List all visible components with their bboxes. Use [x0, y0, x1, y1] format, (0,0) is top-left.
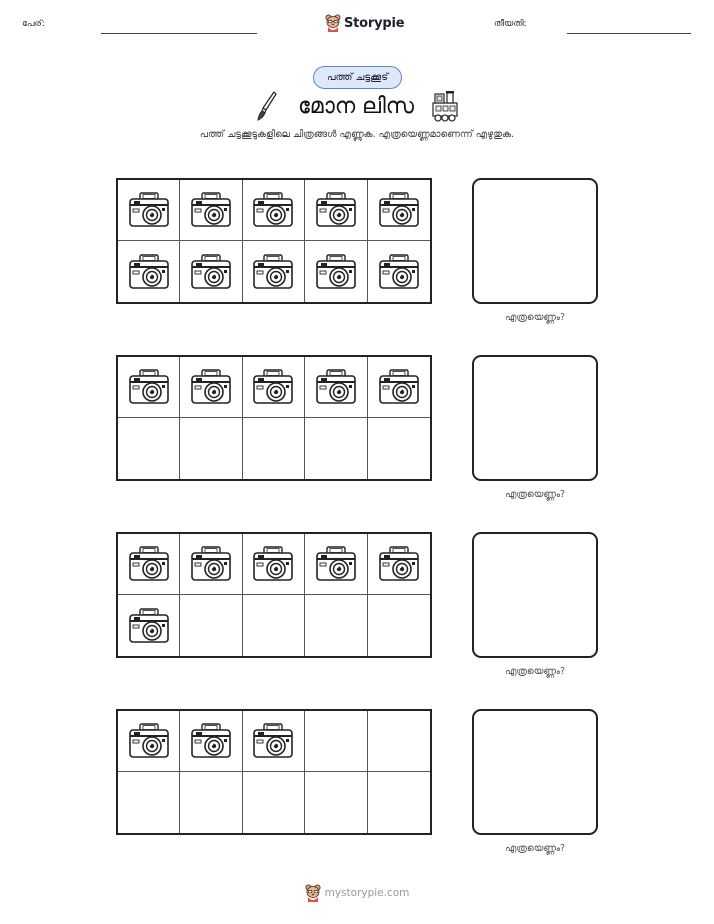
camera-icon	[314, 252, 358, 292]
answer-box-2[interactable]	[472, 355, 598, 481]
camera-icon	[189, 190, 233, 230]
frame-cell	[180, 534, 242, 595]
frame-cell	[180, 357, 242, 418]
frame-cell	[368, 772, 430, 833]
title-row	[0, 90, 714, 126]
camera-icon	[377, 544, 421, 584]
frame-cell	[243, 418, 305, 479]
frame-cell	[243, 711, 305, 772]
frame-cell	[243, 180, 305, 241]
camera-icon	[377, 252, 421, 292]
footer-url[interactable]: mystorypie.com	[324, 887, 410, 899]
page-title: മോന ലിസ	[298, 94, 414, 119]
frame-cell	[305, 772, 367, 833]
camera-icon	[189, 252, 233, 292]
camera-icon	[251, 252, 295, 292]
camera-icon	[127, 252, 171, 292]
frame-cell	[368, 534, 430, 595]
camera-icon	[251, 721, 295, 761]
camera-icon	[127, 367, 171, 407]
question-label-2: എത്രയെണ്ണം?	[504, 489, 566, 500]
toy-train-icon	[430, 90, 460, 122]
frame-cell	[243, 595, 305, 656]
answer-box-1[interactable]	[472, 178, 598, 304]
frame-cell	[118, 418, 180, 479]
frame-cell	[118, 534, 180, 595]
date-line[interactable]	[567, 33, 691, 34]
camera-icon	[377, 367, 421, 407]
paintbrush-icon	[256, 90, 278, 124]
frame-cell	[118, 180, 180, 241]
camera-icon	[314, 367, 358, 407]
camera-icon	[127, 544, 171, 584]
frame-cell	[243, 534, 305, 595]
frame-cell	[305, 595, 367, 656]
camera-icon	[189, 544, 233, 584]
frame-cell	[305, 534, 367, 595]
footer	[0, 884, 714, 902]
ten-frame-2	[116, 355, 432, 481]
question-label-1: എത്രയെണ്ണം?	[504, 312, 566, 323]
frame-cell	[243, 241, 305, 302]
camera-icon	[314, 544, 358, 584]
frame-cell	[368, 241, 430, 302]
camera-icon	[189, 721, 233, 761]
camera-icon	[251, 544, 295, 584]
camera-icon	[127, 190, 171, 230]
frame-cell	[180, 595, 242, 656]
question-label-3: എത്രയെണ്ണം?	[504, 666, 566, 677]
frame-cell	[180, 772, 242, 833]
frame-cell	[118, 711, 180, 772]
frame-cell	[368, 418, 430, 479]
answer-box-4[interactable]	[472, 709, 598, 835]
name-line[interactable]	[101, 33, 257, 34]
frame-cell	[243, 357, 305, 418]
frame-cell	[368, 711, 430, 772]
frame-cell	[243, 772, 305, 833]
worksheet-type-badge: പത്ത് ചട്ടക്കൂട്	[313, 66, 402, 89]
camera-icon	[314, 190, 358, 230]
storypie-logo-icon	[305, 884, 321, 902]
instruction-text: പത്ത് ചട്ടക്കൂടുകളിലെ ചിത്രങ്ങൾ എണ്ണുക. എത്രയെണ്ണമാണെന്ന് എഴുതുക.	[199, 129, 515, 140]
answer-box-3[interactable]	[472, 532, 598, 658]
frame-cell	[118, 772, 180, 833]
frame-cell	[180, 180, 242, 241]
ten-frame-4	[116, 709, 432, 835]
frame-cell	[305, 418, 367, 479]
frame-cell	[368, 180, 430, 241]
frame-cell	[305, 180, 367, 241]
frame-cell	[118, 595, 180, 656]
ten-frame-3	[116, 532, 432, 658]
camera-icon	[251, 367, 295, 407]
ten-frame-1	[116, 178, 432, 304]
brand-name: Storypie	[344, 15, 405, 31]
brand	[325, 12, 404, 34]
frame-cell	[305, 357, 367, 418]
frame-cell	[180, 418, 242, 479]
camera-icon	[127, 606, 171, 646]
frame-cell	[305, 241, 367, 302]
frame-cell	[118, 357, 180, 418]
frame-cell	[180, 241, 242, 302]
name-label: പേര്:	[22, 19, 45, 29]
frame-cell	[368, 595, 430, 656]
camera-icon	[377, 190, 421, 230]
question-label-4: എത്രയെണ്ണം?	[504, 843, 566, 854]
frame-cell	[368, 357, 430, 418]
camera-icon	[251, 190, 295, 230]
frame-cell	[305, 711, 367, 772]
date-label: തീയതി:	[494, 19, 527, 29]
storypie-logo-icon	[325, 14, 341, 32]
camera-icon	[189, 367, 233, 407]
frame-cell	[180, 711, 242, 772]
frame-cell	[118, 241, 180, 302]
camera-icon	[127, 721, 171, 761]
